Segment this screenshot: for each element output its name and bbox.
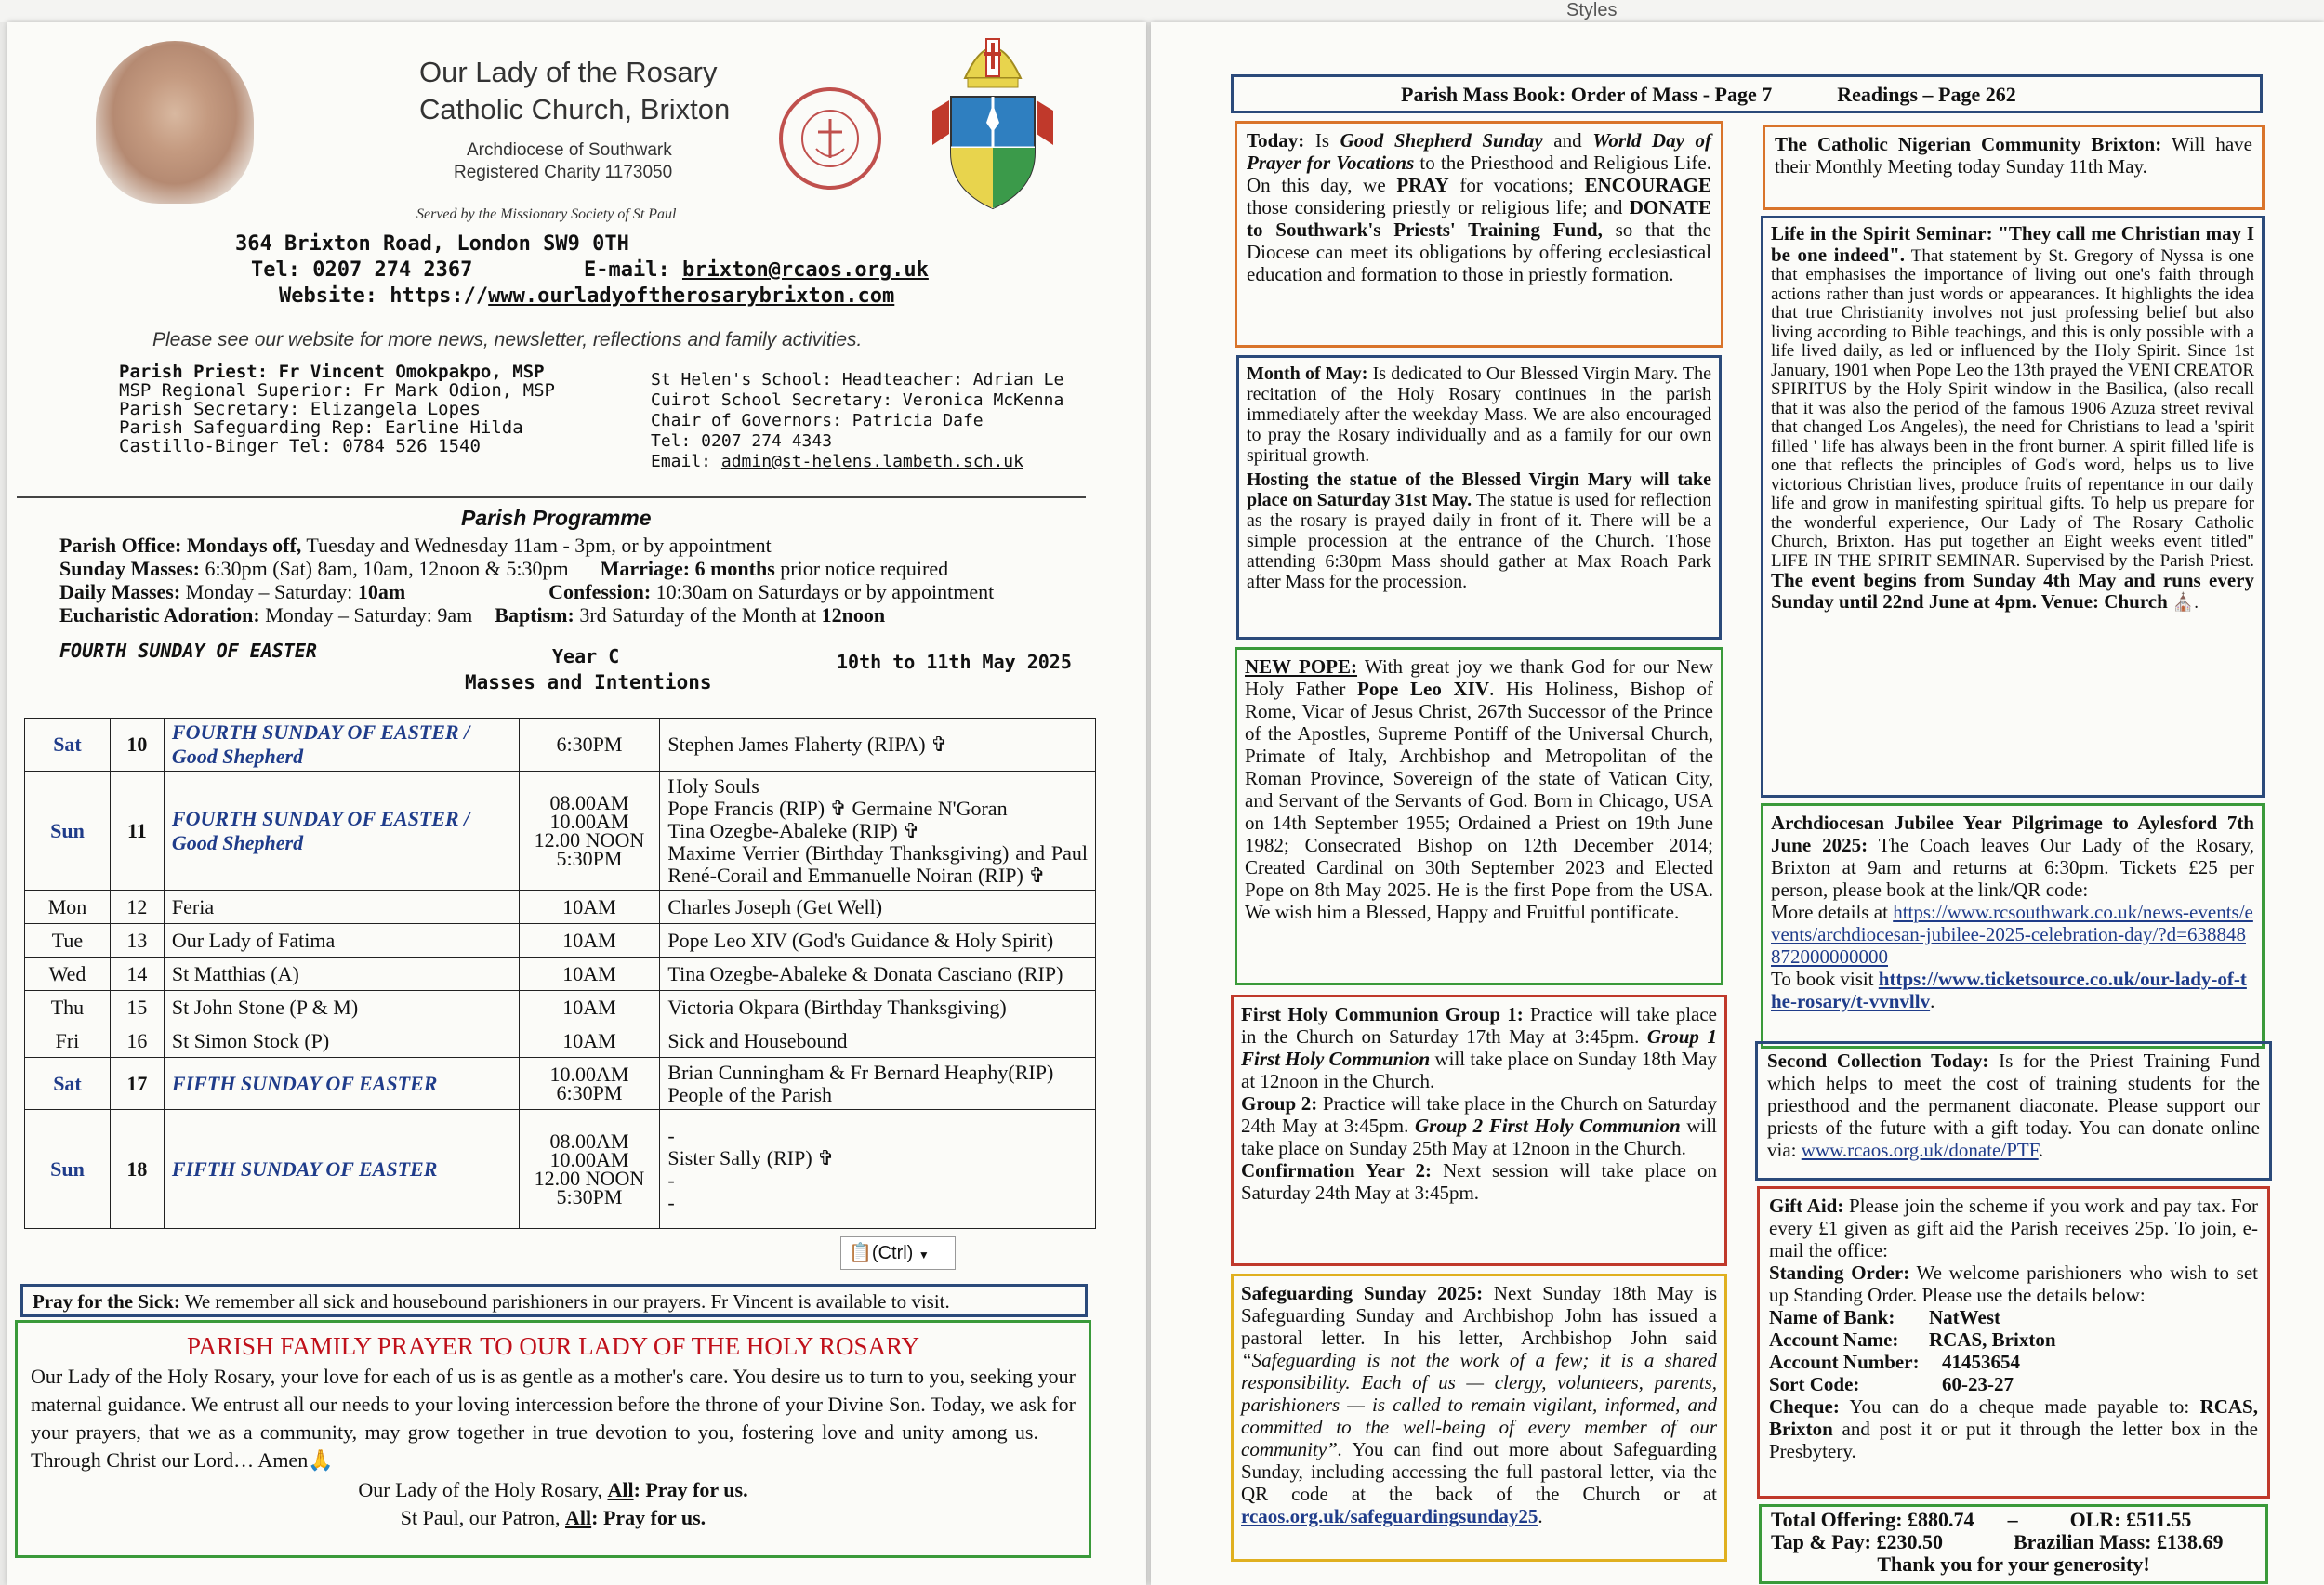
confirmation: Confirmation Year 2: Next session will take place on Saturday 24th May at 3:45pm.: [1241, 1159, 1717, 1204]
mass-intention: Charles Joseph (Get Well): [660, 891, 1096, 924]
safeguarding-link[interactable]: rcaos.org.uk/safeguardingsunday25: [1241, 1505, 1538, 1527]
adoration-baptism: Eucharistic Adoration: Monday – Saturday: 9am Baptism: 3rd Saturday of the Month at 12noon: [59, 603, 886, 627]
mass-day: Thu: [25, 991, 111, 1024]
mass-feast: FOURTH SUNDAY OF EASTER / Good Shepherd: [164, 772, 519, 891]
communion-box: [1231, 995, 1727, 1266]
mass-book-ref: Parish Mass Book: Order of Mass - Page 7: [1401, 83, 1773, 106]
newsletter-page-right: [1151, 22, 2324, 1585]
table-row: [25, 1024, 1096, 1058]
offering-thanks: Thank you for your generosity!: [1877, 1552, 2150, 1576]
mass-time: 10AM: [519, 958, 660, 991]
parish-priest: Parish Priest: Fr Vincent Omokpakpo, MSP: [119, 362, 545, 382]
sunday-title: FOURTH SUNDAY OF EASTER: [59, 640, 317, 662]
praying-hands-icon: 🙏: [308, 1448, 334, 1472]
mass-date: 18: [110, 1110, 164, 1229]
mass-intention: Tina Ozegbe-Abaleke & Donata Casciano (RIP): [660, 958, 1096, 991]
mass-day: Sat: [25, 1058, 111, 1110]
life-in-spirit-box: Life in the Spirit Seminar: "They call me Christian may I be one indeed". That statement by St. Gregory of Nyssa is one that emphasises the importance of living out one's faith through actions rather than just words or appearances. It highlights the idea that true Christianity involves not just professing belief but also living according to Bible teachings, and this is only possible with a life lived daily, as led or influenced by the Holy Spirit. Since 1st January, 1901 when Pope Leo the 13th prayed the VENI CREATOR SPIRITUS by the Holy Spirit window in the Basilica, (also recall that it was also the period of the famous 1906 Azuza street revival that changed Los Angeles), the need for Christians to lead a 'spirit filled ' life has always been in the front burner. A spirit filled life is one that reflects the principles of God's word, helps us to live victorious Christian lives, produce fruits of repentance in our daily life and grow in manifesting spiritual gifts. To help us prepare for the wonderful experience, Our Lady of The Rosary Catholic Church, Brixton. Has put together an Eight weeks event titled" LIFE IN THE SPIRIT SEMINAR. Supervised by the Parish Priest. The event begins from Sunday 4th May and runs every Sunday until 22nd June at 4pm. Venue: Church ⛪.: [1761, 216, 2265, 798]
mass-date: 10: [110, 719, 164, 772]
liturgical-year: Year C: [552, 645, 620, 667]
mass-date: 12: [110, 891, 164, 924]
safeguarding-rep: Parish Safeguarding Rep: Earline Hilda: [119, 417, 523, 438]
mass-day: Wed: [25, 958, 111, 991]
mass-intention: Pope Leo XIV (God's Guidance & Holy Spirit): [660, 924, 1096, 958]
header-divider: [17, 496, 1086, 498]
pilgrimage-text: Archdiocesan Jubilee Year Pilgrimage to Aylesford 7th June 2025: The Coach leaves Our Lady of the Rosary, Brixton at 9am and returns at 6:30pm. Tickets £25 per person, please book at the link/QR code:: [1771, 812, 2254, 901]
prayer-closing: Through Christ our Lord… Amen: [31, 1448, 309, 1472]
communion-group2: Group 2: Practice will take place in the Church on Saturday 24th May at 3:45pm. Group 2 First Holy Communion will take place on Sunday 25th May at 12noon in the Church.: [1241, 1092, 1718, 1159]
mass-day: Tue: [25, 924, 111, 958]
church-name-line2: Catholic Church, Brixton: [419, 93, 731, 125]
mass-time: 10AM: [519, 891, 660, 924]
charity-number: Registered Charity 1173050: [454, 163, 673, 182]
table-row: [25, 1058, 1096, 1110]
pilgrimage-box: [1761, 803, 2265, 1049]
mass-book-banner: [1231, 74, 2263, 113]
cheque-row: Cheque: You can do a cheque made payable to: RCAS, Brixton and post it or put it through the letter box in the Presbytery.: [1769, 1395, 2258, 1462]
statue-paragraph: Hosting the statue of the Blessed Virgin Mary will take place on Saturday 31st May. The statue is used for reflection as the rosary is prayed daily in front of it. There will be a simple procession at the entrance of the Church. Those attending 6:30pm Mass should gather at Max Roach Park after Mass for the procession.: [1247, 469, 1711, 592]
newsletter-page-left: [7, 22, 1146, 1585]
family-prayer-box: [15, 1320, 1091, 1558]
staff-right: [651, 370, 1063, 472]
msp-seal-logo: [779, 87, 881, 190]
school-email-row: [651, 452, 1063, 472]
masses-table: [24, 718, 1096, 1229]
sick-label: Pray for the Sick:: [33, 1290, 180, 1313]
parish-email-link[interactable]: brixton@rcaos.org.uk: [681, 258, 929, 282]
sunday-masses: Sunday Masses: 6:30pm (Sat) 8am, 10am, 12noon & 5:30pm Marriage: 6 months prior notice required: [59, 557, 949, 580]
school-secretary: Cuirot School Secretary: Veronica McKenna: [651, 390, 1064, 410]
safeguarding-box: Safeguarding Sunday 2025: Next Sunday 18th May is Safeguarding Sunday and Archbishop John has issued a pastoral letter. In his letter, Archbishop John said “Safeguarding is not the work of a few; it is a shared responsibility. Each of us — clergy, volunteers, parents, parishioners — is called to remain vigilant, informed, and committed to the well-being of every member of our community”. You can find out more about Safeguarding Sunday, including accessing the full pastoral letter, via the QR code at the back of the Church or at rcaos.org.uk/safeguardingsunday25.: [1231, 1274, 1727, 1562]
mass-feast: St Matthias (A): [164, 958, 519, 991]
mass-feast: St John Stone (P & M): [164, 991, 519, 1024]
archdiocese-coat-of-arms: [923, 22, 1063, 218]
prayer-response-2: St Paul, our Patron, All: Pray for us.: [400, 1506, 706, 1529]
mass-intention: Sick and Housebound: [660, 1024, 1096, 1058]
safeguarding-tel: Castillo-Binger Tel: 0784 526 1540: [119, 436, 481, 456]
donate-link[interactable]: www.rcaos.org.uk/donate/PTF: [1801, 1139, 2039, 1161]
programme-body: [59, 534, 1101, 627]
table-row: [25, 924, 1096, 958]
mass-feast: St Simon Stock (P): [164, 1024, 519, 1058]
served-by: Served by the Missionary Society of St Paul: [416, 206, 677, 222]
mass-intention: Brian Cunningham & Fr Bernard Heaphy(RIP) People of the Parish: [660, 1058, 1096, 1110]
account-name-row: Account Name: RCAS, Brixton: [1769, 1328, 2056, 1351]
week-dates: 10th to 11th May 2025: [837, 651, 1072, 673]
church-icon: ⛪: [2172, 592, 2195, 613]
coat-of-arms-icon: [923, 22, 1063, 218]
pray-for-sick-box: [20, 1284, 1088, 1317]
parish-phone: Tel: 0207 274 2367: [251, 258, 473, 282]
may-paragraph: Month of May: Is dedicated to Our Blessed Virgin Mary. The recitation of the Holy Rosary continues in the parish immediately after the weekday Mass. We are also encouraged to pray the Rosary individually and as a family for our own spiritual growth.: [1247, 363, 1711, 466]
table-row: [25, 719, 1096, 772]
standing-order-text: Standing Order: We welcome parishioners who wish to set up Standing Order. Please use the details below:: [1769, 1261, 2258, 1306]
mass-time: 08.00AM 10.00AM 12.00 NOON 5:30PM: [519, 1110, 660, 1229]
mass-day: Fri: [25, 1024, 111, 1058]
church-name: [419, 54, 730, 128]
website-label: Website: https://: [279, 284, 489, 308]
prayer-response-1: Our Lady of the Holy Rosary, All: Pray for us.: [358, 1478, 748, 1501]
account-number-row: Account Number: 41453654: [1769, 1351, 2020, 1373]
school-email-label: Email:: [651, 452, 721, 471]
sort-code-row: Sort Code: 60-23-27: [1769, 1373, 2014, 1395]
pilgrimage-details-link[interactable]: https://www.rcsouthwark.co.uk/news-events/events/archdiocesan-jubilee-2025-celebration-day/?d=638848872000000000: [1771, 901, 2253, 968]
mass-intention: Stephen James Flaherty (RIPA) ✞: [660, 719, 1096, 772]
chevron-down-icon: ▼: [918, 1248, 930, 1261]
chair-of-governors: Chair of Governors: Patricia Dafe: [651, 411, 984, 430]
parish-secretary: Parish Secretary: Elizangela Lopes: [119, 399, 481, 419]
second-collection-box: Second Collection Today: Is for the Priest Training Fund which helps to meet the cost of training students for the priesthood and the permanent diaconate. Please support our priests of the future with a gift today. You can donate online via: www.rcaos.org.uk/donate/PTF.: [1755, 1041, 2272, 1181]
table-row: [25, 991, 1096, 1024]
offering-row-2: Tap & Pay: £230.50 Brazilian Mass: £138.69: [1771, 1530, 2224, 1553]
school-email-link[interactable]: admin@st-helens.lambeth.sch.uk: [720, 452, 1023, 471]
mass-time: 6:30PM: [519, 719, 660, 772]
mass-intention: Holy Souls Pope Francis (RIP) ✞ Germaine N'Goran Tina Ozegbe-Abaleke (RIP) ✞ Maxime Verrier (Birthday Thanksgiving) and Paul René-Corail and Emmanuelle Noiran (RIP) ✞: [660, 772, 1096, 891]
masses-title: Masses and Intentions: [465, 671, 712, 693]
pilgrimage-book: To book visit https://www.ticketsource.co.uk/our-lady-of-the-rosary/t-vvnvllv.: [1771, 968, 2247, 1012]
mass-day: Mon: [25, 891, 111, 924]
nigerian-community-box: The Catholic Nigerian Community Brixton: Will have their Monthly Meeting today Sunday 11th May.: [1763, 125, 2265, 210]
archdiocese-text: Archdiocese of Southwark: [467, 140, 672, 160]
offering-row-1: Total Offering: £880.74 – OLR: £511.55: [1771, 1508, 2192, 1531]
styles-label[interactable]: Styles: [1566, 0, 1618, 20]
communion-group1: First Holy Communion Group 1: Practice will take place in the Church on Saturday 17th May at 3:45pm. Group 1 First Holy Communion will take place on Sunday 18th May at 12noon in the Church.: [1241, 1003, 1717, 1092]
school-headteacher: St Helen's School: Headteacher: Adrian Le: [651, 370, 1064, 390]
month-of-may-box: [1236, 355, 1722, 640]
parish-website-link[interactable]: www.ourladyoftherosarybrixton.com: [488, 284, 895, 308]
parish-address: 364 Brixton Road, London SW9 0TH: [235, 232, 629, 256]
paste-options-chip[interactable]: 📋(Ctrl) ▼: [840, 1236, 956, 1270]
mass-feast: FIFTH SUNDAY OF EASTER: [164, 1110, 519, 1229]
seal-icon: [783, 91, 878, 186]
prayer-body: Our Lady of the Holy Rosary, your love for each of us is as gentle as a mother's care. You desire us to turn to you, seeking your maternal guidance. We entrust all our needs to your loving intercession before the throne of your Divine Son. Today, we ask for your prayers, that we as a community, may grow together in true devotion to you, fostering love and unity among us.: [31, 1365, 1076, 1444]
mass-date: 14: [110, 958, 164, 991]
mass-intention: Victoria Okpara (Birthday Thanksgiving): [660, 991, 1096, 1024]
mass-time: 10AM: [519, 924, 660, 958]
mass-feast: FIFTH SUNDAY OF EASTER: [164, 1058, 519, 1110]
website-note: Please see our website for more news, newsletter, reflections and family activities.: [152, 329, 863, 350]
mass-day: Sat: [25, 719, 111, 772]
mass-day: Sun: [25, 1110, 111, 1229]
staff-left: [119, 363, 555, 456]
readings-ref: Readings – Page 262: [1837, 83, 2016, 106]
mass-feast: FOURTH SUNDAY OF EASTER / Good Shepherd: [164, 719, 519, 772]
church-name-line1: Our Lady of the Rosary: [419, 56, 718, 88]
programme-title: Parish Programme: [461, 506, 652, 530]
bank-name-row: Name of Bank: NatWest: [1769, 1306, 2000, 1328]
mass-time: 10AM: [519, 991, 660, 1024]
table-row: [25, 772, 1096, 891]
mass-day: Sun: [25, 772, 111, 891]
gift-aid-box: [1757, 1186, 2270, 1499]
daily-masses: Daily Masses: Monday – Saturday: 10am Confession: 10:30am on Saturdays or by appointment: [59, 580, 995, 603]
mass-feast: Feria: [164, 891, 519, 924]
office-hours: Parish Office: Mondays off, Tuesday and Wednesday 11am - 3pm, or by appointment: [59, 534, 772, 557]
today-box: Today: Is Good Shepherd Sunday and World Day of Prayer for Vocations to the Priesthood and Religious Life. On this day, we PRAY for vocations; ENCOURAGE those considering priestly or religious life; and DONATE to Southwark's Priests' Training Fund, so that the Diocese can meet its obligations by offering ecclesiastical education and formation to those in priestly formation.: [1235, 121, 1723, 348]
table-row: [25, 958, 1096, 991]
virgin-mary-image: [96, 41, 254, 204]
regional-superior: MSP Regional Superior: Fr Mark Odion, MSP: [119, 380, 555, 401]
prayer-title: PARISH FAMILY PRAYER TO OUR LADY OF THE HOLY ROSARY: [187, 1332, 919, 1360]
table-row: [25, 891, 1096, 924]
new-pope-box: NEW POPE: With great joy we thank God for our New Holy Father Pope Leo XIV. His Holiness, Bishop of Rome, Vicar of Jesus Christ, 267th Successor of the Prince of the Apostles, Supreme Pontiff of the Universal Church, Primate of Italy, Archbishop and Metropolitan of the Roman Province, Sovereign of the state of Vatican City, and Servant of the Servants of God. Born in Chicago, USA on 14th September 1955; Ordained a Priest on 19th June 1982; Consecrated Bishop on 12th December 2014; Created Cardinal on 30th September 2023 and Elected Pope on 8th May 2025. He is the first Pope from the USA. We wish him a Blessed, Happy and Fruitful pontificate.: [1235, 647, 1723, 985]
mass-date: 13: [110, 924, 164, 958]
mass-date: 11: [110, 772, 164, 891]
mass-intention: - Sister Sally (RIP) ✞ - -: [660, 1110, 1096, 1229]
mass-date: 15: [110, 991, 164, 1024]
mass-time: 10.00AM 6:30PM: [519, 1058, 660, 1110]
gift-aid-text: Gift Aid: Please join the scheme if you work and pay tax. For every £1 given as gift aid the Parish receives 25p. To join, e-mail the office:: [1769, 1195, 2258, 1261]
mass-date: 17: [110, 1058, 164, 1110]
table-row: [25, 1110, 1096, 1229]
pilgrimage-booking-link[interactable]: https://www.ticketsource.co.uk/our-lady-of-the-rosary/t-vvnvllv: [1771, 968, 2247, 1012]
parish-website-row: [279, 284, 894, 308]
clipboard-icon: 📋: [849, 1243, 872, 1263]
parish-email-row: [584, 258, 929, 282]
email-label: E-mail:: [584, 258, 682, 282]
offering-box: [1759, 1504, 2268, 1584]
app-toolbar-strip: [0, 0, 2324, 22]
sick-text: We remember all sick and housebound parishioners in our prayers. Fr Vincent is available to visit.: [179, 1290, 950, 1313]
school-tel: Tel: 0207 274 4343: [651, 431, 833, 451]
mass-time: 08.00AM 10.00AM 12.00 NOON 5:30PM: [519, 772, 660, 891]
pilgrimage-more: More details at https://www.rcsouthwark.co.uk/news-events/events/archdiocesan-jubilee-2025-celebration-day/?d=638848872000000000: [1771, 901, 2253, 968]
mass-time: 10AM: [519, 1024, 660, 1058]
prayer-body-wrap: [31, 1363, 1076, 1474]
mass-date: 16: [110, 1024, 164, 1058]
mass-feast: Our Lady of Fatima: [164, 924, 519, 958]
archdiocese-info: [454, 139, 673, 184]
